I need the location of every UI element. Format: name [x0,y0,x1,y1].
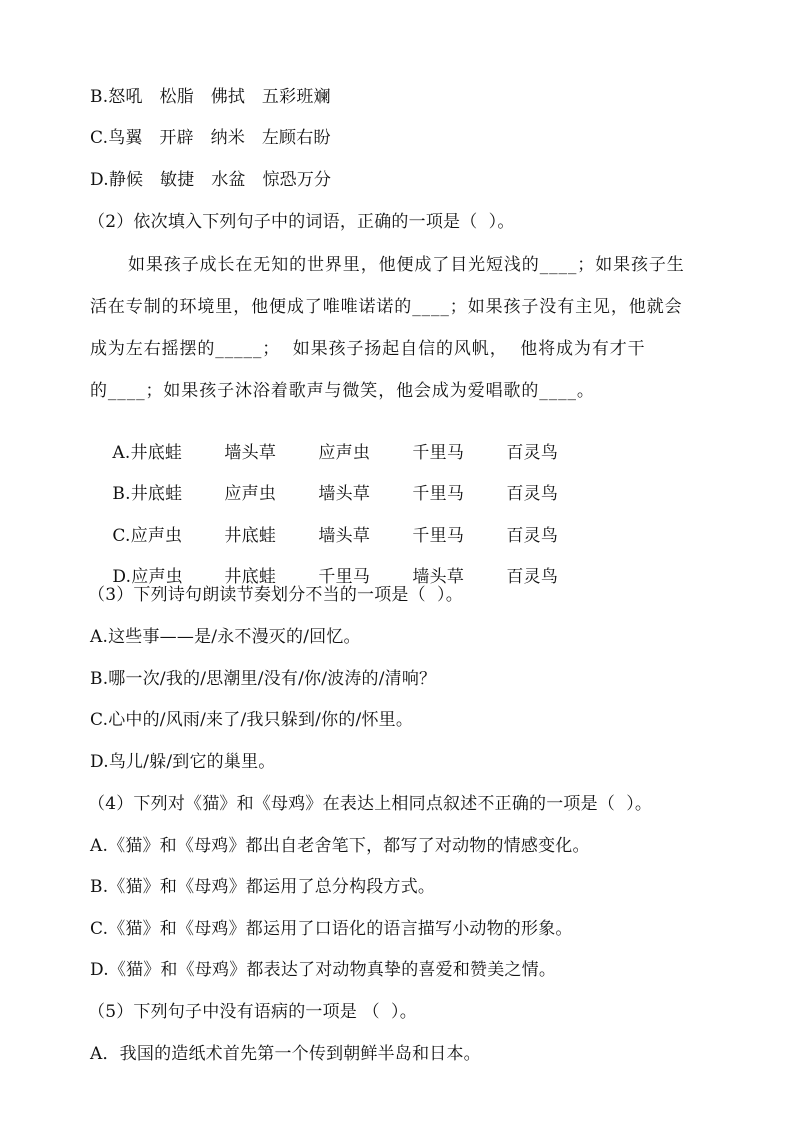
q2-stem: （2）依次填入下列句子中的词语，正确的一项是（ ）。 [88,212,515,232]
q2-paragraph-line-4: 的____；如果孩子沐浴着歌声与微笑，他会成为爱唱歌的____。 [90,381,595,401]
q2-option-d: D.应声虫 井底蛙 千里马 墙头草 百灵鸟 [112,567,559,587]
q4-stem: （4）下列对《猫》和《母鸡》在表达上相同点叙述不正确的一项是（ ）。 [88,794,653,814]
q2-paragraph-line-3: 成为左右摇摆的_____； 如果孩子扬起自信的风帆， 他将成为有才干 [90,339,646,359]
q3-option-c: C.心中的/风雨/来了/我只躲到/你的/怀里。 [90,710,414,730]
q3-option-b: B.哪一次/我的/思潮里/没有/你/波涛的/清响？ [90,669,437,689]
q4-option-d: D.《猫》和《母鸡》都表达了对动物真挚的喜爱和赞美之情。 [90,960,557,980]
q2-option-c: C.应声虫 井底蛙 墙头草 千里马 百灵鸟 [112,526,559,546]
q4-option-c: C.《猫》和《母鸡》都运用了口语化的语言描写小动物的形象。 [90,919,573,939]
q3-stem: （3）下列诗句朗读节奏划分不当的一项是（ ）。 [88,585,463,605]
q5-option-a: A．我国的造纸术首先第一个传到朝鲜半岛和日本。 [90,1044,481,1064]
q4-option-a: A.《猫》和《母鸡》都出自老舍笔下，都写了对动物的情感变化。 [90,836,590,856]
q4-option-b: B.《猫》和《母鸡》都运用了总分构段方式。 [90,877,436,897]
q2-paragraph-line-1: 如果孩子成长在无知的世界里，他便成了目光短浅的____；如果孩子生 [128,255,685,275]
q1-option-c: C.鸟翼 开辟 纳米 左顾右盼 [90,128,331,148]
q1-option-d: D.静候 敏捷 水盆 惊恐万分 [90,170,332,190]
q3-option-d: D.鸟儿/躲/到它的巢里。 [90,752,276,772]
q2-option-a: A.井底蛙 墙头草 应声虫 千里马 百灵鸟 [112,443,559,463]
q2-paragraph-line-2: 活在专制的环境里，他便成了唯唯诺诺的____；如果孩子没有主见，他就会 [90,297,683,317]
q5-stem: （5）下列句子中没有语病的一项是 （ ）。 [88,1002,417,1022]
q1-option-b: B.怒吼 松脂 佛拭 五彩班斓 [90,87,331,107]
q2-option-b: B.井底蛙 应声虫 墙头草 千里马 百灵鸟 [112,484,559,504]
q3-option-a: A.这些事——是/永不漫灭的/回忆。 [90,627,361,647]
